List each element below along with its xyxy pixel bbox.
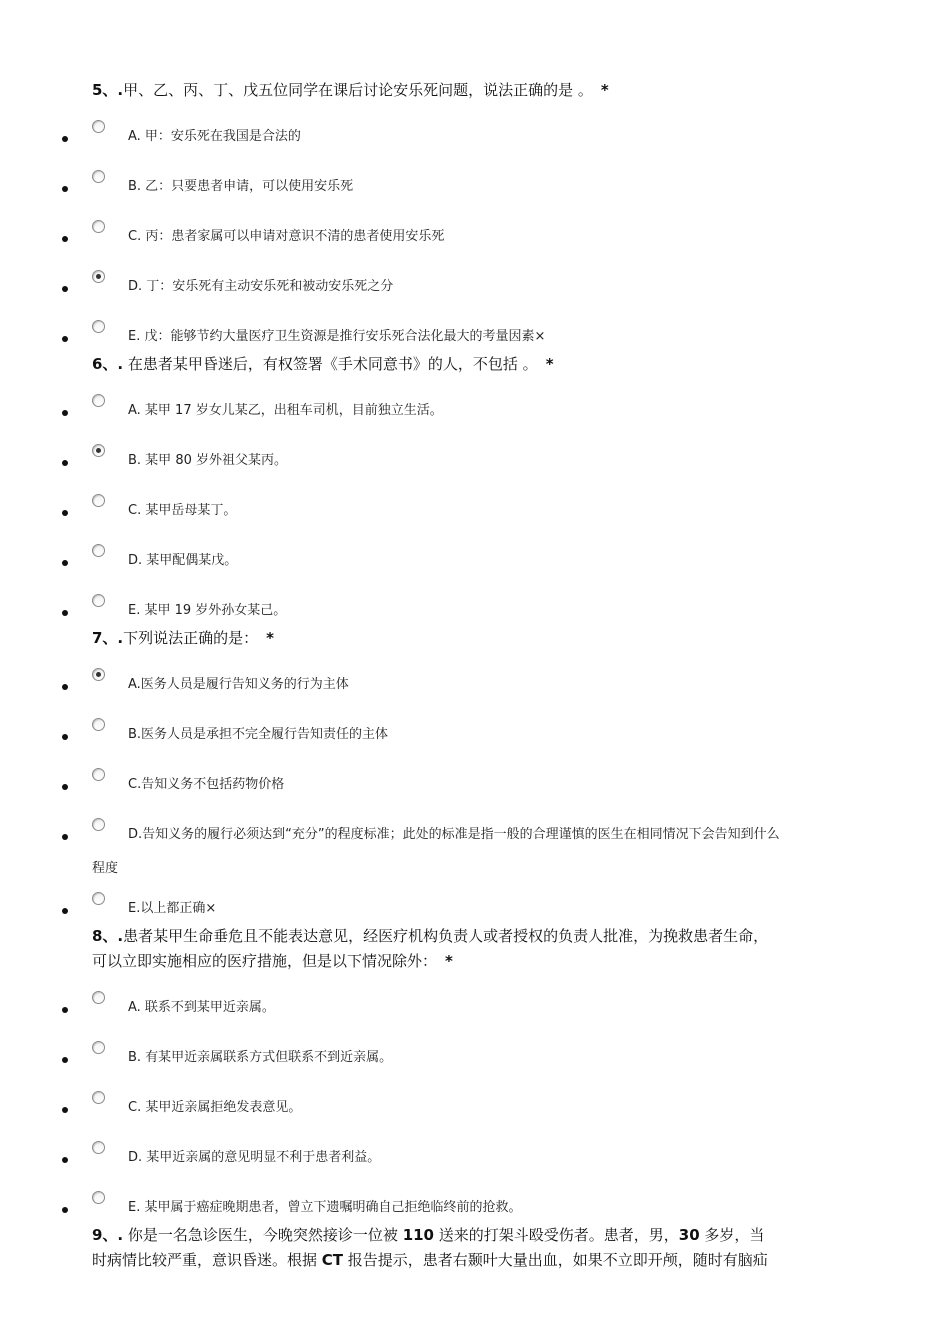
bullet-icon xyxy=(62,784,68,790)
bullet-icon xyxy=(62,410,68,416)
option-label: E.以上都正确× xyxy=(128,901,217,916)
option-label: A. 某甲 17 岁女儿某乙，出租车司机，目前独立生活。 xyxy=(128,403,443,418)
question-text-bold: 110 xyxy=(402,1226,434,1244)
bullet-icon xyxy=(62,610,68,616)
option-5d[interactable] xyxy=(0,270,950,306)
bullet-icon xyxy=(62,510,68,516)
question-number: 5、. xyxy=(92,81,124,99)
option-label: A.医务人员是履行告知义务的行为主体 xyxy=(128,677,349,692)
option-label: B. 某甲 80 岁外祖父某丙。 xyxy=(128,453,287,468)
option-5a[interactable] xyxy=(0,120,950,156)
question-text-bold: CT xyxy=(321,1251,344,1269)
question-number: 7、. xyxy=(92,629,124,647)
option-6c[interactable] xyxy=(0,494,950,530)
required-mark: * xyxy=(266,629,275,647)
question-number: 8、. xyxy=(92,927,124,945)
option-6e[interactable] xyxy=(0,594,950,630)
radio-button[interactable] xyxy=(92,544,105,557)
option-5c[interactable] xyxy=(0,220,950,256)
question-text: 下列说法正确的是： xyxy=(123,629,259,647)
question-text-bold: 30 xyxy=(678,1226,700,1244)
bullet-icon xyxy=(62,236,68,242)
option-8c[interactable] xyxy=(0,1091,950,1127)
option-label: C. 丙：患者家属可以申请对意识不清的患者使用安乐死 xyxy=(128,229,445,244)
radio-button[interactable] xyxy=(92,594,105,607)
option-8a[interactable] xyxy=(0,991,950,1027)
required-mark: * xyxy=(545,355,554,373)
option-label: B. 乙：只要患者申请，可以使用安乐死 xyxy=(128,179,354,194)
option-7d[interactable] xyxy=(0,818,950,878)
radio-button[interactable] xyxy=(92,1141,105,1154)
required-mark: * xyxy=(445,952,453,970)
question-9-title xyxy=(92,1223,862,1273)
bullet-icon xyxy=(62,834,68,840)
question-text: 多岁，当 xyxy=(699,1226,765,1244)
option-6b[interactable] xyxy=(0,444,950,480)
bullet-icon xyxy=(62,560,68,566)
radio-button[interactable] xyxy=(92,1191,105,1204)
question-text: 你是一名急诊医生，今晚突然接诊一位被 xyxy=(123,1226,403,1244)
option-7e[interactable] xyxy=(0,892,950,928)
question-6-title xyxy=(92,352,852,377)
option-6d[interactable] xyxy=(0,544,950,580)
option-7a[interactable] xyxy=(0,668,950,704)
radio-button[interactable] xyxy=(92,494,105,507)
bullet-icon xyxy=(62,1207,68,1213)
option-label: D. 某甲近亲属的意见明显不利于患者利益。 xyxy=(128,1150,381,1165)
radio-button-selected[interactable] xyxy=(92,668,105,681)
option-7b[interactable] xyxy=(0,718,950,754)
option-7c[interactable] xyxy=(0,768,950,804)
radio-button[interactable] xyxy=(92,170,105,183)
option-label: D.告知义务的履行必须达到“充分”的程度标准；此处的标准是指一般的合理谨慎的医生在相同情况下会告知到什么 xyxy=(128,827,780,842)
bullet-icon xyxy=(62,286,68,292)
radio-button-selected[interactable] xyxy=(92,444,105,457)
option-label: A. 甲：安乐死在我国是合法的 xyxy=(128,129,301,144)
option-label-continued: 程度 xyxy=(92,861,119,876)
option-label: A. 联系不到某甲近亲属。 xyxy=(128,1000,275,1015)
bullet-icon xyxy=(62,136,68,142)
bullet-icon xyxy=(62,336,68,342)
question-text-continued: 可以立即实施相应的医疗措施，但是以下情况除外： xyxy=(92,952,438,970)
question-7-title xyxy=(92,626,852,651)
bullet-icon xyxy=(62,460,68,466)
option-8d[interactable] xyxy=(0,1141,950,1177)
radio-button[interactable] xyxy=(92,320,105,333)
option-label: B. 有某甲近亲属联系方式但联系不到近亲属。 xyxy=(128,1050,393,1065)
question-text: 在患者某甲昏迷后，有权签署《手术同意书》的人，不包括 。 xyxy=(123,355,538,373)
question-text: 患者某甲生命垂危且不能表达意见，经医疗机构负责人或者授权的负责人批准，为挽救患者生命， xyxy=(123,927,769,945)
radio-button[interactable] xyxy=(92,768,105,781)
radio-button[interactable] xyxy=(92,718,105,731)
option-5e[interactable] xyxy=(0,320,950,356)
radio-button[interactable] xyxy=(92,818,105,831)
radio-button[interactable] xyxy=(92,1041,105,1054)
option-5b[interactable] xyxy=(0,170,950,206)
option-label: E. 某甲 19 岁外孙女某己。 xyxy=(128,603,287,618)
bullet-icon xyxy=(62,908,68,914)
bullet-icon xyxy=(62,1007,68,1013)
question-text: 甲、乙、丙、丁、戊五位同学在课后讨论安乐死问题，说法正确的是 。 xyxy=(123,81,593,99)
radio-button[interactable] xyxy=(92,892,105,905)
bullet-icon xyxy=(62,1107,68,1113)
option-label: E. 某甲属于癌症晚期患者，曾立下遗嘱明确自己拒绝临终前的抢救。 xyxy=(128,1200,522,1215)
radio-button-selected[interactable] xyxy=(92,270,105,283)
question-text: 时病情比较严重，意识昏迷。根据 xyxy=(92,1251,322,1269)
radio-button[interactable] xyxy=(92,394,105,407)
radio-button[interactable] xyxy=(92,220,105,233)
option-label: E. 戊：能够节约大量医疗卫生资源是推行安乐死合法化最大的考量因素× xyxy=(128,329,546,344)
option-8b[interactable] xyxy=(0,1041,950,1077)
option-label: D. 丁：安乐死有主动安乐死和被动安乐死之分 xyxy=(128,279,394,294)
bullet-icon xyxy=(62,1057,68,1063)
question-text: 送来的打架斗殴受伤者。患者，男， xyxy=(434,1226,679,1244)
question-text: 报告提示，患者右颞叶大量出血，如果不立即开颅，随时有脑疝 xyxy=(343,1251,768,1269)
option-6a[interactable] xyxy=(0,394,950,430)
option-label: C. 某甲近亲属拒绝发表意见。 xyxy=(128,1100,302,1115)
option-label: D. 某甲配偶某戊。 xyxy=(128,553,238,568)
bullet-icon xyxy=(62,684,68,690)
question-number: 9、. xyxy=(92,1226,124,1244)
option-label: C.告知义务不包括药物价格 xyxy=(128,777,285,792)
bullet-icon xyxy=(62,734,68,740)
option-8e[interactable] xyxy=(0,1191,950,1227)
question-5-title xyxy=(92,78,852,103)
bullet-icon xyxy=(62,1157,68,1163)
option-label: B.医务人员是承担不完全履行告知责任的主体 xyxy=(128,727,389,742)
radio-button[interactable] xyxy=(92,991,105,1004)
option-label: C. 某甲岳母某丁。 xyxy=(128,503,237,518)
required-mark: * xyxy=(600,81,609,99)
radio-button[interactable] xyxy=(92,1091,105,1104)
radio-button[interactable] xyxy=(92,120,105,133)
question-number: 6、. xyxy=(92,355,124,373)
question-8-title xyxy=(92,924,852,974)
bullet-icon xyxy=(62,186,68,192)
